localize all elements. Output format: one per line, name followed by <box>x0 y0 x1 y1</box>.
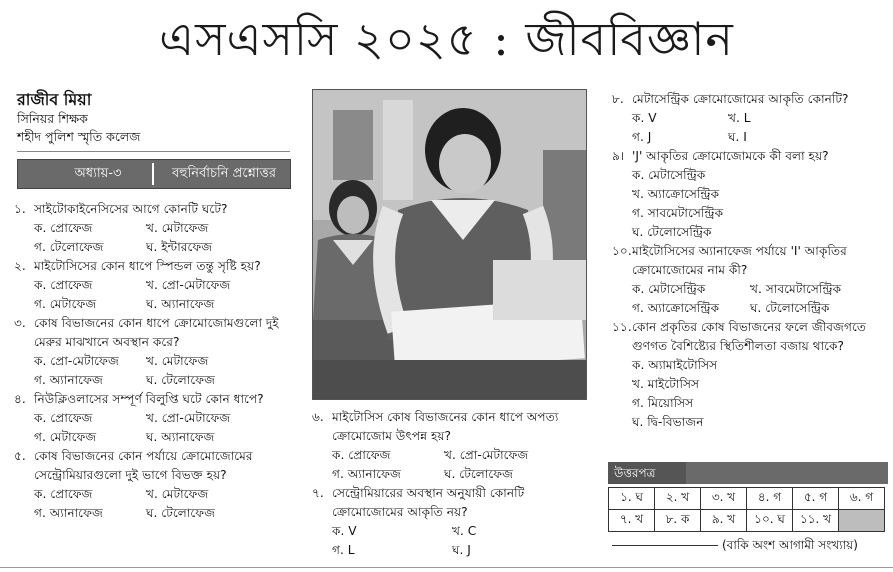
question-column-middle <box>312 408 594 560</box>
question-2-options <box>14 276 294 314</box>
option: ক. V <box>332 524 357 538</box>
footer-rule <box>612 545 718 546</box>
option: ক. প্রোফেজ <box>34 487 93 501</box>
option: গ. অ্যানাফেজ <box>332 467 401 481</box>
answer-cell: ৯. খ <box>701 510 747 532</box>
author-divider <box>17 151 290 152</box>
option: ক. প্রোফেজ <box>34 411 93 425</box>
option: খ. C <box>452 524 477 538</box>
question-text: কোষ বিভাজনের কোন পর্যায়ে ক্রোমোজোমের সেন্ট্রোমিয়ারগুলো দুই ভাগে বিভক্ত হয়? <box>34 449 253 482</box>
question-2 <box>14 257 294 276</box>
question-text: মাইটোসিসের অ্যানাফেজ পর্যায়ে 'I' আকৃতির ক্রোমোজোমের নাম কী? <box>632 244 847 277</box>
option: ক. প্রোফেজ <box>34 221 93 235</box>
answer-cell: ১. ঘ <box>609 488 655 510</box>
option: ক. প্রোফেজ <box>332 448 391 462</box>
question-number: ৫. <box>14 449 26 463</box>
question-number: ৬. <box>312 410 324 424</box>
option: গ. মিয়োসিস <box>632 396 694 410</box>
answer-key-table <box>608 487 885 532</box>
question-7 <box>312 484 594 522</box>
answer-cell: ১১. খ <box>793 510 839 532</box>
question-6 <box>312 408 594 446</box>
option: খ. সাবমেটাসেন্ট্রিক <box>750 282 842 296</box>
answer-cell: ২. খ <box>655 488 701 510</box>
question-text: মাইটোসিসের কোন ধাপে স্পিন্ডল তন্তু সৃষ্টি হয়? <box>34 259 261 273</box>
question-number: ৪. <box>14 392 26 406</box>
option: গ. অ্যাক্রোসেন্ট্রিক <box>632 301 720 315</box>
author-block <box>17 90 297 146</box>
option: গ. সাবমেটাসেন্ট্রিক <box>632 206 724 220</box>
question-text: কোন প্রকৃতির কোষ বিভাজনের ফলে জীবজগতে গুণগত বৈশিষ্ট্যের স্থিতিশীলতা বজায় থাকে? <box>632 320 866 353</box>
option: ক. মেটাসেন্ট্রিক <box>632 168 706 182</box>
option: গ. L <box>332 543 355 557</box>
question-7-options <box>312 522 594 560</box>
author-role: সিনিয়র শিক্ষক <box>17 111 88 126</box>
option: খ. L <box>728 111 751 125</box>
answer-cell: ৩. খ <box>701 488 747 510</box>
option: ক. প্রোফেজ <box>34 278 93 292</box>
question-5 <box>14 447 294 485</box>
bottom-divider <box>0 567 893 568</box>
option: গ. মেটাফেজ <box>34 297 97 311</box>
option: ক. প্রো-মেটাফেজ <box>34 354 119 368</box>
option: ঘ. টেলোসেন্ট্রিক <box>632 225 712 239</box>
option: ঘ. টেলোফেজ <box>444 467 514 481</box>
page-headline: এসএসসি ২০২৫ : জীববিজ্ঞান <box>159 12 734 66</box>
question-text: সেন্ট্রোমিয়ারের অবস্থান অনুযায়ী কোনটি ক্রোমোজোমের আকৃতি নয়? <box>332 486 525 519</box>
option: ক. V <box>632 111 657 125</box>
question-number: ৭. <box>312 486 324 500</box>
answer-row <box>609 488 885 510</box>
option: ঘ. অ্যানাফেজ <box>146 430 215 444</box>
option: গ. টেলোফেজ <box>34 240 104 254</box>
question-type-label: বহুনির্বাচনি প্রশ্নোত্তর <box>172 166 276 181</box>
question-3-options <box>14 352 294 390</box>
option: ঘ. টেলোসেন্ট্রিক <box>750 301 830 315</box>
question-10-options <box>612 280 887 318</box>
question-4-options <box>14 409 294 447</box>
question-text: মেটাসেন্ট্রিক ক্রোমোজোমের আকৃতি কোনটি? <box>632 92 849 106</box>
question-column-right <box>612 90 887 432</box>
answer-row <box>609 510 885 532</box>
author-institution: শহীদ পুলিশ স্মৃতি কলেজ <box>17 129 141 144</box>
question-number: ৮. <box>612 92 624 106</box>
answer-cell: ৬. গ <box>839 488 885 510</box>
question-number: ১০. <box>612 244 632 258</box>
chapter-label: অধ্যায়-৩ <box>74 166 122 181</box>
continuation-note: (বাকি অংশ আগামী সংখ্যায়) <box>722 538 858 552</box>
question-6-options <box>312 446 594 484</box>
question-text: মাইটোসিস কোষ বিভাজনের কোন ধাপে অপত্য ক্রোমোজোম উৎপন্ন হয়? <box>332 410 559 443</box>
question-number: ৩. <box>14 316 26 330</box>
author-name: রাজীব মিয়া <box>17 90 92 109</box>
question-11-options <box>612 356 887 432</box>
question-text: কোষ বিভাজনের কোন ধাপে ক্রোমোজোমগুলো দুই মেরুর মাঝখানে অবস্থান করে? <box>34 316 279 349</box>
answer-cell: ৮. ক <box>655 510 701 532</box>
answer-cell: ৪. গ <box>747 488 793 510</box>
option: খ. প্রো-মেটাফেজ <box>146 278 231 292</box>
answer-cell: ৫. গ <box>793 488 839 510</box>
answer-key-header <box>608 462 888 484</box>
option: গ. অ্যানাফেজ <box>34 506 103 520</box>
question-11 <box>612 318 887 356</box>
question-number: ৯। <box>612 149 625 163</box>
option: ঘ. অ্যানাফেজ <box>146 297 215 311</box>
question-9-options <box>612 166 887 242</box>
option: খ. মেটাফেজ <box>146 221 209 235</box>
option: খ. অ্যাক্রোসেন্ট্রিক <box>632 187 720 201</box>
option: গ. অ্যানাফেজ <box>34 373 103 387</box>
option: গ. মেটাফেজ <box>34 430 97 444</box>
option: ঘ. দ্বি-বিভাজন <box>632 415 704 429</box>
section-banner <box>17 159 291 189</box>
option: ঘ. টেলোফেজ <box>146 506 216 520</box>
question-number: ১. <box>14 202 26 216</box>
question-text: সাইটোকাইনেসিসের আগে কোনটি ঘটে? <box>34 202 228 216</box>
option: ঘ. J <box>452 543 471 557</box>
banner-separator <box>152 163 154 185</box>
option: খ. প্রো-মেটাফেজ <box>146 411 231 425</box>
question-text: 'J' আকৃতির ক্রোমোজোমকে কী বলা হয়? <box>632 149 829 163</box>
answer-cell: ৭. খ <box>609 510 655 532</box>
question-1-options <box>14 219 294 257</box>
option: খ. প্রো-মেটাফেজ <box>444 448 529 462</box>
option: ক. মেটাসেন্ট্রিক <box>632 282 706 296</box>
answer-key-title: উত্তরপত্র <box>608 462 686 484</box>
answer-cell-empty <box>839 510 885 532</box>
question-8 <box>612 90 887 109</box>
option: খ. মাইটোসিস <box>632 377 700 391</box>
question-10 <box>612 242 887 280</box>
option: গ. J <box>632 130 652 144</box>
exam-students-photo <box>312 89 587 400</box>
question-number: ১১. <box>612 320 632 334</box>
question-1 <box>14 200 294 219</box>
option: ঘ. ইন্টারফেজ <box>146 240 213 254</box>
answer-cell: ১০. ঘ <box>747 510 793 532</box>
photo-illustration <box>313 90 587 400</box>
question-5-options <box>14 485 294 523</box>
question-9 <box>612 147 887 166</box>
option: খ. মেটাফেজ <box>146 487 209 501</box>
question-8-options <box>612 109 887 147</box>
option: ঘ. I <box>728 130 747 144</box>
option: ক. অ্যামাইটোসিস <box>632 358 718 372</box>
question-text: নিউক্লিওলাসের সম্পূর্ণ বিলুপ্তি ঘটে কোন ধাপে? <box>34 392 264 406</box>
question-column-left <box>14 200 294 523</box>
question-4 <box>14 390 294 409</box>
question-number: ২. <box>14 259 26 273</box>
question-3 <box>14 314 294 352</box>
option: ঘ. টেলোফেজ <box>146 373 216 387</box>
option: খ. মেটাফেজ <box>146 354 209 368</box>
